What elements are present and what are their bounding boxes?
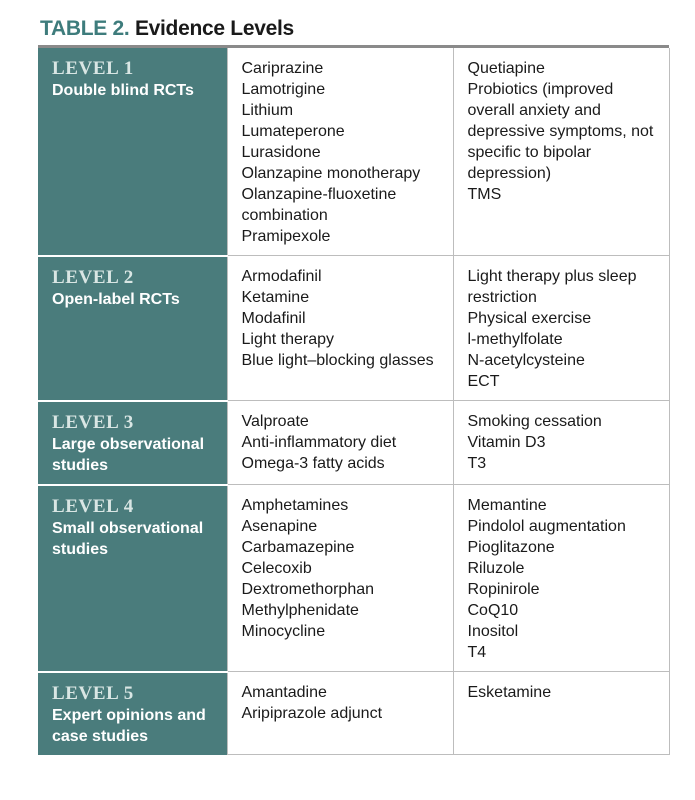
level-description: Small observational studies xyxy=(52,519,204,558)
level-description: Open-label RCTs xyxy=(52,290,180,308)
level-description: Double blind RCTs xyxy=(52,82,194,99)
treatment-item: Pramipexole xyxy=(241,228,331,245)
treatment-item: T3 xyxy=(467,455,487,472)
treatment-item: Olanzapine-fluoxetine combination xyxy=(241,186,397,224)
table-row xyxy=(38,256,669,401)
treatment-item: Amphetamines xyxy=(241,497,349,514)
treatment-item: Olanzapine monotherapy xyxy=(241,165,421,182)
treatment-item: Lurasidone xyxy=(241,144,321,161)
level-name: LEVEL 3 xyxy=(52,411,134,433)
level-name: LEVEL 2 xyxy=(52,266,134,288)
treatment-item: Pindolol augmentation xyxy=(467,518,626,535)
treatment-item: Blue light–blocking glasses xyxy=(241,352,434,369)
level-cell xyxy=(38,256,227,401)
treatments-cell-left xyxy=(227,485,453,672)
treatment-item: CoQ10 xyxy=(467,602,519,619)
treatments-cell-left xyxy=(227,48,453,256)
treatments-cell-right xyxy=(453,672,669,755)
treatment-item: Methylphenidate xyxy=(241,602,359,619)
treatments-cell-left xyxy=(227,401,453,485)
treatment-item: Lithium xyxy=(241,102,294,119)
treatment-item: Physical exercise xyxy=(467,310,592,327)
treatment-item: Ketamine xyxy=(241,289,310,306)
evidence-table-body xyxy=(38,48,669,755)
table-caption: Evidence Levels xyxy=(134,17,294,40)
treatment-item: Probiotics (improved overall anxiety and depressive symptoms, not specific to bipolar depression) xyxy=(467,81,654,182)
treatment-item: Aripiprazole adjunct xyxy=(241,705,383,722)
treatment-item: Light therapy xyxy=(241,331,335,348)
treatments-cell-right xyxy=(453,485,669,672)
treatment-item: Dextromethorphan xyxy=(241,581,375,598)
treatments-cell-right xyxy=(453,256,669,401)
level-name: LEVEL 1 xyxy=(52,58,134,79)
treatment-item: Cariprazine xyxy=(241,60,324,77)
table-row xyxy=(38,401,669,485)
level-name: LEVEL 5 xyxy=(52,682,134,704)
table-row xyxy=(38,48,669,256)
level-description: Large observational studies xyxy=(52,435,205,474)
treatment-item: Celecoxib xyxy=(241,560,312,577)
treatment-item: Omega-3 fatty acids xyxy=(241,455,385,472)
level-description: Expert opinions and case studies xyxy=(52,706,206,745)
level-cell xyxy=(38,485,227,672)
table-row xyxy=(38,485,669,672)
treatment-item: Valproate xyxy=(241,413,309,430)
treatment-item: Armodafinil xyxy=(241,268,322,285)
treatment-item: ECT xyxy=(467,373,500,390)
treatment-item: Pioglitazone xyxy=(467,539,555,556)
treatment-item: Minocycline xyxy=(241,623,326,640)
table-row xyxy=(38,672,669,755)
treatment-item: Inositol xyxy=(467,623,519,640)
treatment-item: N-acetylcysteine xyxy=(467,352,585,369)
treatments-cell-right xyxy=(453,401,669,485)
treatment-item: Memantine xyxy=(467,497,547,514)
treatment-item: Esketamine xyxy=(467,684,552,701)
level-name: LEVEL 4 xyxy=(52,495,134,517)
level-cell xyxy=(38,672,227,755)
treatment-item: Asenapine xyxy=(241,518,318,535)
treatment-item: Smoking cessation xyxy=(467,413,602,430)
treatment-item: Vitamin D3 xyxy=(467,434,546,451)
treatment-item: Ropinirole xyxy=(467,581,540,598)
evidence-table xyxy=(38,48,670,755)
level-cell xyxy=(38,48,227,256)
treatments-cell-left xyxy=(227,256,453,401)
treatment-item: Carbamazepine xyxy=(241,539,355,556)
treatment-item: Modafinil xyxy=(241,310,306,327)
treatment-item: Quetiapine xyxy=(467,60,545,77)
treatment-item: Lamotrigine xyxy=(241,81,326,98)
treatment-item: T4 xyxy=(467,644,487,661)
treatment-item: l-methylfolate xyxy=(467,331,563,348)
treatment-item: TMS xyxy=(467,186,502,203)
treatment-item: Amantadine xyxy=(241,684,327,701)
level-cell xyxy=(38,401,227,485)
treatment-item: Lumateperone xyxy=(241,123,345,140)
treatments-cell-right xyxy=(453,48,669,256)
treatment-item: Riluzole xyxy=(467,560,525,577)
table-title xyxy=(40,15,294,43)
treatments-cell-left xyxy=(227,672,453,755)
treatment-item: Light therapy plus sleep restriction xyxy=(467,268,637,306)
table-number: TABLE 2. xyxy=(40,17,130,40)
treatment-item: Anti-inflammatory diet xyxy=(241,434,397,451)
